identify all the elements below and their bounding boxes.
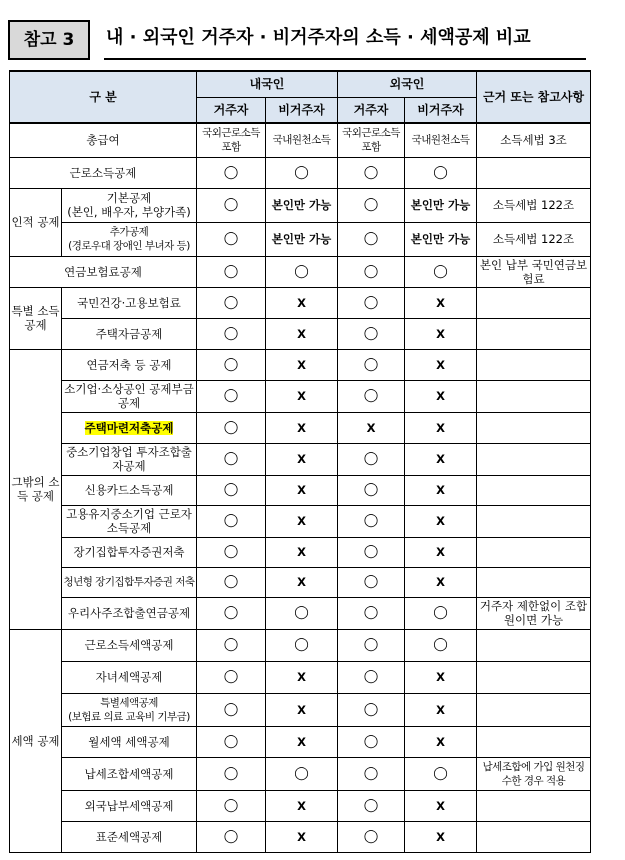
table-row (10, 256, 591, 287)
x-mark: X (266, 318, 338, 349)
circle-mark: ◯ (338, 157, 405, 188)
circle-mark: ◯ (338, 287, 405, 318)
x-mark: X (405, 790, 477, 821)
cell-value: 본인만 가능 (405, 188, 477, 222)
row-label (62, 412, 197, 443)
circle-mark: ◯ (197, 475, 266, 505)
cell-note (477, 821, 591, 852)
x-mark: X (266, 412, 338, 443)
x-mark: X (405, 567, 477, 597)
x-mark: X (405, 661, 477, 693)
comparison-table (9, 70, 591, 853)
row-label: 중소기업창업 투자조합출자공제 (62, 443, 197, 475)
circle-mark: ◯ (338, 790, 405, 821)
row-label: 월세액 세액공제 (62, 726, 197, 757)
x-mark: X (266, 661, 338, 693)
circle-mark: ◯ (405, 597, 477, 629)
circle-mark: ◯ (266, 597, 338, 629)
cell-value: 국외근로소득 포함 (197, 123, 266, 157)
circle-mark: ◯ (197, 567, 266, 597)
reference-tag: 참고 3 (8, 20, 90, 60)
table-row (10, 726, 591, 757)
row-label: 국민건강·고용보험료 (62, 287, 197, 318)
row-label: 신용카드소득공제 (62, 475, 197, 505)
x-mark: X (266, 380, 338, 412)
circle-mark: ◯ (338, 318, 405, 349)
page-header (8, 20, 613, 58)
circle-mark: ◯ (197, 597, 266, 629)
circle-mark: ◯ (197, 629, 266, 661)
circle-mark: ◯ (338, 475, 405, 505)
circle-mark: ◯ (266, 629, 338, 661)
cell-value: 본인만 가능 (266, 222, 338, 256)
circle-mark: ◯ (338, 188, 405, 222)
circle-mark: ◯ (197, 537, 266, 567)
title-underline (104, 58, 586, 60)
x-mark: X (266, 537, 338, 567)
circle-mark: ◯ (197, 790, 266, 821)
table-row (10, 412, 591, 443)
table-row (10, 287, 591, 318)
x-mark: X (405, 475, 477, 505)
circle-mark: ◯ (266, 157, 338, 188)
circle-mark: ◯ (405, 757, 477, 790)
cell-value: 국내원천소득 (405, 123, 477, 157)
circle-mark: ◯ (197, 188, 266, 222)
circle-mark: ◯ (197, 349, 266, 380)
cell-value: 본인만 가능 (405, 222, 477, 256)
circle-mark: ◯ (197, 661, 266, 693)
row-label: 총급여 (10, 123, 197, 157)
header-gubun: 구 분 (10, 71, 197, 123)
cell-note (477, 349, 591, 380)
circle-mark: ◯ (405, 256, 477, 287)
cell-note (477, 661, 591, 693)
circle-mark: ◯ (338, 537, 405, 567)
circle-mark: ◯ (197, 726, 266, 757)
cell-note (477, 567, 591, 597)
cell-note: 소득세법 122조 (477, 222, 591, 256)
table-row (10, 537, 591, 567)
circle-mark: ◯ (197, 318, 266, 349)
circle-mark: ◯ (197, 821, 266, 852)
circle-mark: ◯ (338, 661, 405, 693)
row-label: 소기업·소상공인 공제부금공제 (62, 380, 197, 412)
cell-note: 소득세법 3조 (477, 123, 591, 157)
x-mark: X (266, 475, 338, 505)
x-mark: X (338, 412, 405, 443)
circle-mark: ◯ (197, 443, 266, 475)
x-mark: X (266, 726, 338, 757)
circle-mark: ◯ (338, 380, 405, 412)
circle-mark: ◯ (405, 629, 477, 661)
group-other: 그밖의 소득 공제 (10, 349, 62, 629)
cell-note (477, 505, 591, 537)
x-mark: X (405, 380, 477, 412)
circle-mark: ◯ (338, 443, 405, 475)
x-mark: X (266, 693, 338, 726)
circle-mark: ◯ (197, 287, 266, 318)
row-label: 표준세액공제 (62, 821, 197, 852)
x-mark: X (405, 821, 477, 852)
table-row (10, 123, 591, 157)
group-tax: 세액 공제 (10, 629, 62, 852)
cell-note (477, 412, 591, 443)
circle-mark: ◯ (338, 567, 405, 597)
circle-mark: ◯ (338, 757, 405, 790)
x-mark: X (266, 790, 338, 821)
circle-mark: ◯ (338, 222, 405, 256)
cell-note: 소득세법 122조 (477, 188, 591, 222)
group-personal: 인적 공제 (10, 188, 62, 256)
header-domestic-nonresident: 비거주자 (266, 97, 338, 123)
group-special: 특별 소득 공제 (10, 287, 62, 349)
x-mark: X (266, 505, 338, 537)
table-row (10, 661, 591, 693)
highlighted-label: 주택마련저축공제 (84, 420, 174, 435)
x-mark: X (405, 349, 477, 380)
circle-mark: ◯ (197, 380, 266, 412)
x-mark: X (266, 821, 338, 852)
header-foreign-resident: 거주자 (338, 97, 405, 123)
cell-value: 본인만 가능 (266, 188, 338, 222)
cell-note (477, 380, 591, 412)
page-title: 내 · 외국인 거주자 · 비거주자의 소득 · 세액공제 비교 (106, 27, 531, 48)
table-row (10, 188, 591, 222)
table-row (10, 475, 591, 505)
table-row (10, 757, 591, 790)
header-domestic-resident: 거주자 (197, 97, 266, 123)
circle-mark: ◯ (197, 757, 266, 790)
circle-mark: ◯ (338, 505, 405, 537)
table-row (10, 505, 591, 537)
row-label: 주택자금공제 (62, 318, 197, 349)
table-row (10, 318, 591, 349)
header-domestic: 내국인 (197, 71, 338, 97)
row-label: 근로소득세액공제 (62, 629, 197, 661)
circle-mark: ◯ (197, 157, 266, 188)
row-label: 근로소득공제 (10, 157, 197, 188)
x-mark: X (266, 349, 338, 380)
circle-mark: ◯ (338, 693, 405, 726)
cell-note (477, 726, 591, 757)
cell-note (477, 629, 591, 661)
circle-mark: ◯ (338, 629, 405, 661)
circle-mark: ◯ (197, 256, 266, 287)
row-label: 고용유지중소기업 근로자 소득공제 (62, 505, 197, 537)
cell-value: 국내원천소득 (266, 123, 338, 157)
row-label: 기본공제 (본인, 배우자, 부양가족) (62, 188, 197, 222)
cell-note (477, 790, 591, 821)
circle-mark: ◯ (405, 157, 477, 188)
cell-note (477, 443, 591, 475)
circle-mark: ◯ (266, 256, 338, 287)
x-mark: X (405, 287, 477, 318)
x-mark: X (405, 505, 477, 537)
row-label: 외국납부세액공제 (62, 790, 197, 821)
row-label: 청년형 장기집합투자증권 저축 (62, 567, 197, 597)
header-foreign-nonresident: 비거주자 (405, 97, 477, 123)
circle-mark: ◯ (338, 597, 405, 629)
circle-mark: ◯ (197, 505, 266, 537)
circle-mark: ◯ (266, 757, 338, 790)
x-mark: X (405, 443, 477, 475)
x-mark: X (405, 412, 477, 443)
table-row (10, 567, 591, 597)
circle-mark: ◯ (197, 412, 266, 443)
cell-note (477, 318, 591, 349)
row-label: 우리사주조합출연금공제 (62, 597, 197, 629)
cell-note (477, 537, 591, 567)
cell-note (477, 475, 591, 505)
x-mark: X (405, 693, 477, 726)
row-label: 추가공제 (경로우대 장애인 부녀자 등) (62, 222, 197, 256)
x-mark: X (405, 318, 477, 349)
table-row (10, 222, 591, 256)
table-row (10, 380, 591, 412)
row-label: 특별세액공제 (보험료 의료 교육비 기부금) (62, 693, 197, 726)
cell-note: 납세조합에 가입 원천징수한 경우 적용 (477, 757, 591, 790)
cell-value: 국외근로소득 포함 (338, 123, 405, 157)
circle-mark: ◯ (197, 222, 266, 256)
x-mark: X (266, 287, 338, 318)
row-label: 장기집합투자증권저축 (62, 537, 197, 567)
cell-note (477, 693, 591, 726)
row-label: 납세조합세액공제 (62, 757, 197, 790)
x-mark: X (266, 443, 338, 475)
row-label: 자녀세액공제 (62, 661, 197, 693)
table-row (10, 790, 591, 821)
header-basis: 근거 또는 참고사항 (477, 71, 591, 123)
circle-mark: ◯ (197, 693, 266, 726)
x-mark: X (405, 537, 477, 567)
row-label: 연금보험료공제 (10, 256, 197, 287)
cell-note: 거주자 제한없이 조합원이면 가능 (477, 597, 591, 629)
header-foreign: 외국인 (338, 71, 477, 97)
table-row (10, 629, 591, 661)
cell-note: 본인 납부 국민연금보험료 (477, 256, 591, 287)
table-row (10, 157, 591, 188)
circle-mark: ◯ (338, 256, 405, 287)
table-row (10, 693, 591, 726)
cell-note (477, 287, 591, 318)
row-label: 연금저축 등 공제 (62, 349, 197, 380)
table-row (10, 821, 591, 852)
circle-mark: ◯ (338, 726, 405, 757)
x-mark: X (405, 726, 477, 757)
table-row (10, 349, 591, 380)
circle-mark: ◯ (338, 821, 405, 852)
circle-mark: ◯ (338, 349, 405, 380)
table-row (10, 597, 591, 629)
x-mark: X (266, 567, 338, 597)
table-row (10, 443, 591, 475)
cell-note (477, 157, 591, 188)
